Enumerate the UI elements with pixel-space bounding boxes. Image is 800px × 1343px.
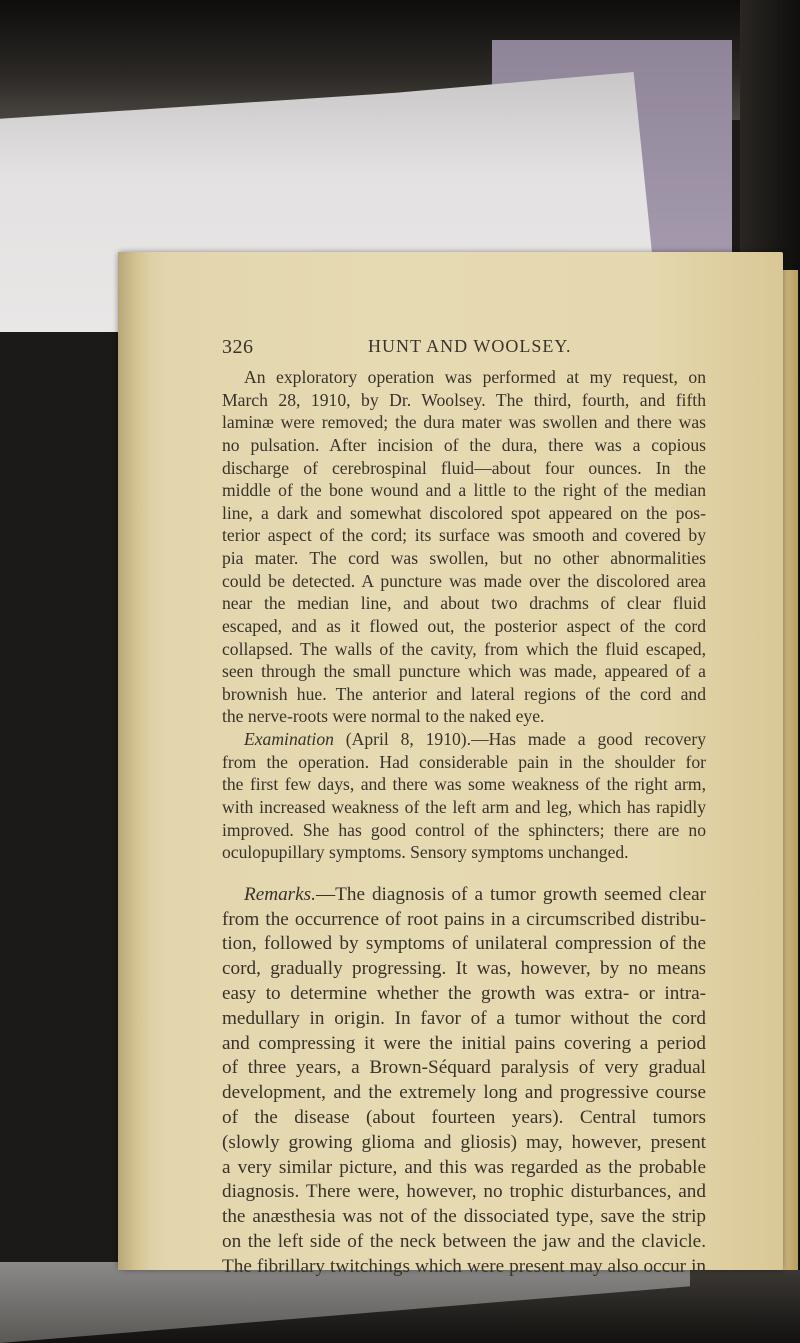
text-line: the anæsthesia was not of the dissociated type, save the strip <box>222 1206 706 1228</box>
page-binding <box>118 252 150 1270</box>
text-line: discharge of cerebrospinal fluid—about four ounces. In the <box>222 457 706 478</box>
text-line: with increased weakness of the left arm and leg, which has rapidly <box>222 796 706 817</box>
text-line: terior aspect of the cord; its surface was smooth and covered by <box>222 525 706 546</box>
remarks-heading: Remarks. <box>244 883 316 905</box>
text-line: no pulsation. After incision of the dura, there was a copious <box>222 434 706 455</box>
text-line: March 28, 1910, by Dr. Woolsey. The third, fourth, and fifth <box>222 389 706 410</box>
text-line: the nerve-roots were normal to the naked eye. <box>222 706 545 727</box>
text-line: improved. She has good control of the sphincters; there are no <box>222 819 706 840</box>
text-line: of three years, a Brown-Séquard paralysis of very gradual <box>222 1057 706 1079</box>
paragraph-examination <box>222 728 706 864</box>
text-line: laminæ were removed; the dura mater was swollen and there was <box>222 412 706 433</box>
text-line: line, a dark and somewhat discolored spot appeared on the pos- <box>222 502 706 523</box>
text-line: collapsed. The walls of the cavity, from which the fluid escaped, <box>222 638 706 659</box>
text-line: An exploratory operation was performed at my request, on <box>244 367 706 387</box>
text-line: seen through the small puncture which was made, appeared of a <box>222 661 706 682</box>
text-line: (slowly growing glioma and gliosis) may, however, present <box>222 1131 706 1153</box>
text-line: diagnosis. There were, however, no trophic disturbances, and <box>222 1181 706 1203</box>
text-line: escaped, and as it flowed out, the posterior aspect of the cord <box>222 615 706 636</box>
text-line: on the left side of the neck between the jaw and the clavicle. <box>222 1230 706 1252</box>
body-text <box>222 366 706 1280</box>
text-line: easy to determine whether the growth was extra- or intra- <box>222 982 706 1004</box>
text-line: medullary in origin. In favor of a tumor without the cord <box>222 1007 706 1029</box>
text-fragment: —The diagnosis of a tumor growth seemed clear <box>315 883 706 905</box>
page-number: 326 <box>222 336 254 358</box>
text-line: The fibrillary twitchings which were present may also occur in <box>222 1255 706 1277</box>
text-line: from the operation. Had considerable pain in the shoulder for <box>222 751 706 772</box>
paragraph-remarks <box>222 883 706 1280</box>
text-line: the first few days, and there was some weakness of the right arm, <box>222 774 706 795</box>
text-line: of the disease (about fourteen years). Central tumors <box>222 1106 706 1128</box>
running-title: HUNT AND WOOLSEY. <box>368 336 572 356</box>
text-line: could be detected. A puncture was made over the discolored area <box>222 570 706 591</box>
running-head <box>222 336 702 362</box>
text-line: cord, gradually progressing. It was, however, by no means <box>222 958 706 980</box>
text-fragment: (April 8, 1910).—Has made a good recovery <box>333 729 706 749</box>
text-line: tion, followed by symptoms of unilateral compression of the <box>222 933 706 955</box>
paragraph-operation <box>222 366 706 728</box>
text-line: pia mater. The cord was swollen, but no other abnormalities <box>222 548 706 568</box>
text-line: from the occurrence of root pains in a circumscribed distribu- <box>222 908 706 930</box>
text-line: near the median line, and about two drachms of clear fluid <box>222 593 706 614</box>
text-line: brownish hue. The anterior and lateral regions of the cord and <box>222 683 706 704</box>
examination-heading: Examination <box>244 729 334 749</box>
text-line: and compressing it were the initial pains covering a period <box>222 1032 706 1054</box>
text-line: middle of the bone wound and a little to the right of the median <box>222 480 706 501</box>
text-line: development, and the extremely long and progressive course <box>222 1082 706 1104</box>
text-line <box>222 728 706 751</box>
text-line <box>222 883 706 908</box>
text-line: a very similar picture, and this was regarded as the probable <box>222 1156 706 1178</box>
text-line: oculopupillary symptoms. Sensory symptoms unchanged. <box>222 842 629 863</box>
